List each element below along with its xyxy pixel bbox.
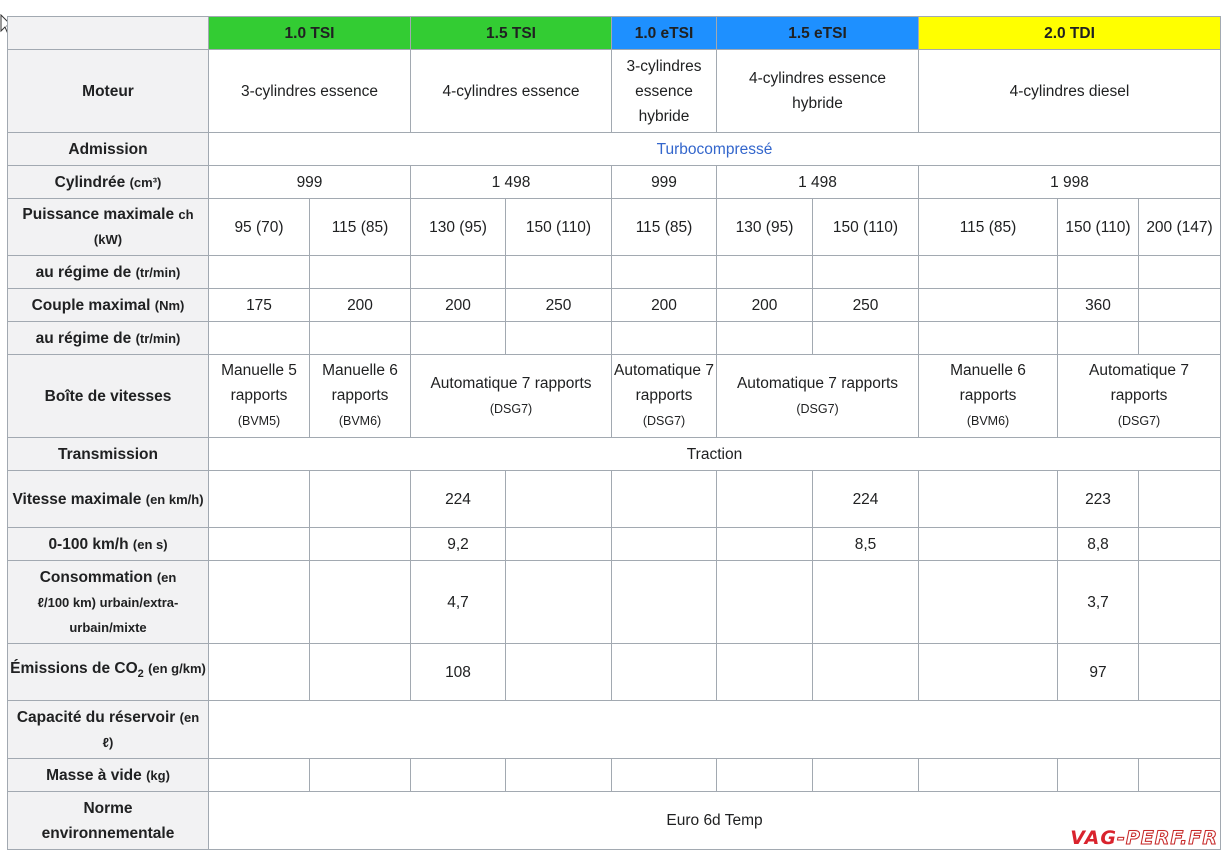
cylindree-cell: 1 498 — [717, 166, 919, 199]
cylindree-cell: 999 — [612, 166, 717, 199]
boite-main: Manuelle 6 rapports — [322, 362, 398, 404]
table-row — [8, 561, 1221, 644]
vitesse-cell — [310, 471, 411, 528]
label-subscript: 2 — [137, 668, 144, 681]
boite-cell — [717, 355, 919, 438]
emissions-cell — [1139, 644, 1221, 701]
consommation-cell — [919, 561, 1058, 644]
unit-text: (en km/h) — [145, 491, 204, 507]
boite-sub: (DSG7) — [796, 401, 839, 416]
unit-text: (en ℓ) — [102, 709, 200, 750]
engine-header-1-5-tsi: 1.5 TSI — [411, 17, 612, 50]
row-label-admission: Admission — [8, 133, 209, 166]
couple-cell: 200 — [612, 289, 717, 322]
engine-header-1-5-etsi: 1.5 eTSI — [717, 17, 919, 50]
unit-text: (tr/min) — [135, 330, 181, 346]
moteur-cell: 4-cylindres essence hybride — [717, 50, 919, 133]
emissions-cell — [506, 644, 612, 701]
puissance-cell: 150 (110) — [506, 199, 612, 256]
engine-specs-table — [7, 16, 1221, 850]
row-label-cylindree — [8, 166, 209, 199]
table-row — [8, 322, 1221, 355]
empty-cell — [612, 759, 717, 792]
empty-cell — [411, 322, 506, 355]
empty-cell — [506, 256, 612, 289]
empty-cell — [612, 256, 717, 289]
vitesse-cell — [612, 471, 717, 528]
consommation-cell — [717, 561, 813, 644]
couple-cell: 200 — [310, 289, 411, 322]
consommation-cell: 3,7 — [1058, 561, 1139, 644]
consommation-cell — [310, 561, 411, 644]
row-label-reservoir — [8, 701, 209, 759]
consommation-cell — [506, 561, 612, 644]
unit-text: (en s) — [132, 536, 168, 552]
emissions-cell: 108 — [411, 644, 506, 701]
acceleration-cell — [919, 528, 1058, 561]
row-label-regime-puissance — [8, 256, 209, 289]
boite-sub: (DSG7) — [489, 401, 533, 416]
emissions-cell — [717, 644, 813, 701]
row-label-vitesse — [8, 471, 209, 528]
empty-cell — [717, 256, 813, 289]
engine-header-1-0-tsi: 1.0 TSI — [209, 17, 411, 50]
boite-cell — [612, 355, 717, 438]
empty-cell — [209, 322, 310, 355]
boite-cell — [209, 355, 310, 438]
acceleration-cell: 8,5 — [813, 528, 919, 561]
engine-header-1-0-etsi: 1.0 eTSI — [612, 17, 717, 50]
boite-cell — [411, 355, 612, 438]
boite-sub: (DSG7) — [1117, 414, 1161, 428]
empty-cell — [813, 256, 919, 289]
table-row — [8, 355, 1221, 438]
row-label-boite: Boîte de vitesses — [8, 355, 209, 438]
moteur-cell: 4-cylindres essence — [411, 50, 612, 133]
empty-cell — [310, 256, 411, 289]
row-label-regime-couple — [8, 322, 209, 355]
boite-cell — [919, 355, 1058, 438]
row-label-puissance — [8, 199, 209, 256]
couple-cell: 175 — [209, 289, 310, 322]
row-label-norme: Norme environnementale — [8, 792, 209, 850]
watermark-part-2: -PERF.FR — [1116, 827, 1218, 849]
empty-cell — [411, 759, 506, 792]
couple-cell — [919, 289, 1058, 322]
table-row — [8, 701, 1221, 759]
moteur-cell: 3-cylindres essence hybride — [612, 50, 717, 133]
emissions-cell — [310, 644, 411, 701]
couple-cell: 200 — [411, 289, 506, 322]
acceleration-cell — [209, 528, 310, 561]
empty-cell — [209, 256, 310, 289]
unit-text: (kg) — [146, 767, 170, 783]
puissance-cell: 115 (85) — [612, 199, 717, 256]
boite-main: Manuelle 5 rapports — [221, 362, 297, 404]
boite-sub: (DSG7) — [642, 414, 686, 428]
empty-cell — [310, 759, 411, 792]
boite-cell — [310, 355, 411, 438]
transmission-value: Traction — [209, 438, 1221, 471]
empty-cell — [411, 256, 506, 289]
table-row — [8, 199, 1221, 256]
admission-value-link[interactable] — [209, 133, 1221, 166]
row-label-masse — [8, 759, 209, 792]
row-label-consommation — [8, 561, 209, 644]
acceleration-cell — [1139, 528, 1221, 561]
boite-sub: (BVM5) — [237, 414, 281, 428]
empty-cell — [1058, 322, 1139, 355]
couple-cell: 200 — [717, 289, 813, 322]
cylindree-cell: 1 998 — [919, 166, 1221, 199]
cylindree-cell: 999 — [209, 166, 411, 199]
label-text: Consommation — [39, 568, 153, 586]
boite-main: Automatique 7 rapports — [736, 374, 899, 392]
boite-main: Automatique 7 rapports — [1089, 362, 1189, 404]
table-row — [8, 644, 1221, 701]
empty-cell — [813, 759, 919, 792]
label-text: Couple maximal — [31, 296, 151, 314]
empty-cell — [506, 759, 612, 792]
puissance-cell: 150 (110) — [1058, 199, 1139, 256]
acceleration-cell — [717, 528, 813, 561]
cylindree-cell: 1 498 — [411, 166, 612, 199]
empty-cell — [919, 322, 1058, 355]
label-text: Cylindrée — [54, 173, 126, 191]
unit-text: ch (kW) — [93, 207, 194, 247]
unit-text: (Nm) — [154, 297, 185, 313]
empty-cell — [717, 759, 813, 792]
turbocompresse-link[interactable]: Turbocompressé — [656, 140, 773, 158]
emissions-cell: 97 — [1058, 644, 1139, 701]
label-text: Puissance maximale — [22, 206, 175, 223]
table-row — [8, 792, 1221, 850]
couple-cell: 360 — [1058, 289, 1139, 322]
row-label-transmission: Transmission — [8, 438, 209, 471]
row-label-emissions — [8, 644, 209, 701]
puissance-cell: 150 (110) — [813, 199, 919, 256]
watermark-part-1: VAG — [1070, 827, 1117, 849]
emissions-cell — [612, 644, 717, 701]
table-row — [8, 166, 1221, 199]
couple-cell: 250 — [813, 289, 919, 322]
unit-text: (en ℓ/100 km) urbain/extra-urbain/mixte — [37, 569, 179, 635]
empty-cell — [1139, 256, 1221, 289]
vitesse-cell — [506, 471, 612, 528]
vitesse-cell — [919, 471, 1058, 528]
puissance-cell: 130 (95) — [411, 199, 506, 256]
boite-main: Manuelle 6 rapports — [950, 362, 1026, 404]
label-text: au régime de — [35, 263, 132, 281]
acceleration-cell: 9,2 — [411, 528, 506, 561]
empty-cell — [919, 759, 1058, 792]
row-label-acceleration — [8, 528, 209, 561]
consommation-cell — [612, 561, 717, 644]
empty-cell — [1139, 322, 1221, 355]
table-row — [8, 256, 1221, 289]
empty-cell — [813, 322, 919, 355]
emissions-cell — [813, 644, 919, 701]
puissance-cell: 115 (85) — [919, 199, 1058, 256]
consommation-cell: 4,7 — [411, 561, 506, 644]
table-row — [8, 528, 1221, 561]
label-text: Masse à vide — [46, 766, 142, 784]
label-text: Vitesse maximale — [12, 490, 142, 508]
row-label-couple — [8, 289, 209, 322]
acceleration-cell — [310, 528, 411, 561]
norme-value: Euro 6d Temp — [209, 792, 1221, 850]
unit-text: (en g/km) — [148, 661, 206, 677]
unit-text: (tr/min) — [135, 264, 181, 280]
acceleration-cell — [506, 528, 612, 561]
vitesse-cell — [1139, 471, 1221, 528]
boite-cell — [1058, 355, 1221, 438]
emissions-cell — [919, 644, 1058, 701]
puissance-cell: 115 (85) — [310, 199, 411, 256]
label-text: Capacité du réservoir — [16, 708, 176, 726]
watermark-logo — [1070, 829, 1218, 848]
empty-cell — [1058, 759, 1139, 792]
vitesse-cell: 224 — [813, 471, 919, 528]
boite-main: Automatique 7 rapports — [614, 362, 714, 404]
puissance-cell: 95 (70) — [209, 199, 310, 256]
label-text: 0-100 km/h — [48, 535, 129, 553]
empty-cell — [919, 256, 1058, 289]
puissance-cell: 130 (95) — [717, 199, 813, 256]
empty-cell — [310, 322, 411, 355]
reservoir-value — [209, 701, 1221, 759]
empty-cell — [506, 322, 612, 355]
boite-sub: (BVM6) — [966, 414, 1010, 428]
moteur-cell: 3-cylindres essence — [209, 50, 411, 133]
vitesse-cell: 223 — [1058, 471, 1139, 528]
emissions-cell — [209, 644, 310, 701]
empty-cell — [209, 759, 310, 792]
acceleration-cell: 8,8 — [1058, 528, 1139, 561]
consommation-cell — [813, 561, 919, 644]
table-row — [8, 133, 1221, 166]
table-row — [8, 438, 1221, 471]
couple-cell — [1139, 289, 1221, 322]
consommation-cell — [209, 561, 310, 644]
empty-cell — [1139, 759, 1221, 792]
vitesse-cell — [209, 471, 310, 528]
label-text: au régime de — [35, 329, 132, 347]
table-corner-cell — [8, 17, 209, 50]
empty-cell — [1058, 256, 1139, 289]
unit-text: (cm³) — [129, 174, 162, 190]
vitesse-cell — [717, 471, 813, 528]
empty-cell — [717, 322, 813, 355]
boite-main: Automatique 7 rapports — [430, 374, 592, 392]
label-text: Émissions de CO — [10, 660, 138, 678]
empty-cell — [612, 322, 717, 355]
moteur-cell: 4-cylindres diesel — [919, 50, 1221, 133]
table-row — [8, 471, 1221, 528]
table-row — [8, 289, 1221, 322]
couple-cell: 250 — [506, 289, 612, 322]
boite-sub: (BVM6) — [338, 414, 382, 428]
engine-header-2-0-tdi: 2.0 TDI — [919, 17, 1221, 50]
consommation-cell — [1139, 561, 1221, 644]
table-row — [8, 759, 1221, 792]
row-label-moteur: Moteur — [8, 50, 209, 133]
vitesse-cell: 224 — [411, 471, 506, 528]
puissance-cell: 200 (147) — [1139, 199, 1221, 256]
acceleration-cell — [612, 528, 717, 561]
table-row — [8, 50, 1221, 133]
